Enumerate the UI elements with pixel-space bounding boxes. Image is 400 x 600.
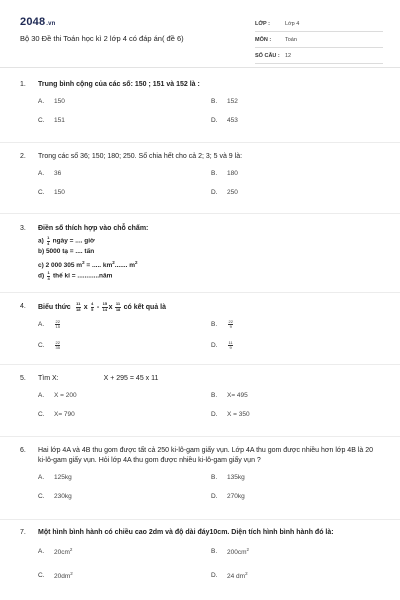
fraction-numerator: 22 xyxy=(228,318,233,324)
meta-row-class xyxy=(255,16,383,32)
fraction-denominator: 35 xyxy=(55,345,60,351)
option-c[interactable] xyxy=(38,341,211,351)
option-letter: D. xyxy=(211,411,218,418)
option-letter: B. xyxy=(211,320,218,328)
answer-options xyxy=(38,169,382,198)
option-a[interactable] xyxy=(38,97,211,107)
option-letter: D. xyxy=(211,189,218,196)
fraction xyxy=(47,271,50,281)
question-1 xyxy=(20,80,382,126)
operator: - xyxy=(96,303,100,311)
fill-in-list xyxy=(38,236,382,283)
fraction-numerator: 11 xyxy=(76,301,81,306)
answer-options xyxy=(38,391,382,420)
document-title: Bộ 30 Đề thi Toán học kì 2 lớp 4 có đáp án( đề 6) xyxy=(20,34,184,43)
fraction xyxy=(47,236,50,246)
operator: x xyxy=(108,303,113,311)
option-b[interactable] xyxy=(211,169,384,179)
fraction-numerator: 4 xyxy=(91,301,94,306)
option-b[interactable] xyxy=(211,391,384,401)
option-c[interactable] xyxy=(38,188,211,198)
question-number: 4. xyxy=(20,303,26,310)
meta-value: Lớp 4 xyxy=(285,20,300,27)
meta-value: Toán xyxy=(285,36,297,43)
option-d[interactable] xyxy=(211,116,384,126)
question-text-prefix: Tìm X: xyxy=(38,375,59,382)
option-value xyxy=(227,569,248,582)
option-d[interactable] xyxy=(211,569,384,582)
fraction-denominator: 18 xyxy=(115,306,121,312)
option-c[interactable] xyxy=(38,492,211,502)
option-value: 270kg xyxy=(227,493,245,500)
fraction-denominator: 4 xyxy=(47,275,50,281)
option-value: 151 xyxy=(54,117,65,124)
fraction-numerator: 1 xyxy=(47,270,50,276)
option-letter: B. xyxy=(211,547,218,555)
question-text-prefix: Biểu thức xyxy=(38,303,71,311)
option-letter: D. xyxy=(211,117,218,124)
option-d[interactable] xyxy=(211,410,384,420)
option-c[interactable] xyxy=(38,116,211,126)
question-divider xyxy=(0,519,400,520)
option-b[interactable] xyxy=(211,97,384,107)
fraction-denominator: 9 xyxy=(229,324,232,330)
option-letter: A. xyxy=(38,474,45,481)
line-text: = ..... km xyxy=(86,261,113,269)
option-value xyxy=(54,545,72,558)
option-letter: D. xyxy=(211,493,218,500)
meta-label: MÔN : xyxy=(255,36,272,43)
option-d[interactable] xyxy=(211,188,384,198)
fraction-numerator: 11 xyxy=(115,301,121,306)
option-value: 230kg xyxy=(54,493,72,500)
fraction xyxy=(228,341,233,351)
fill-line-b: b) 5000 tạ = .... tấn xyxy=(38,248,95,256)
option-letter: B. xyxy=(211,98,218,105)
fraction-denominator: 18 xyxy=(75,306,81,312)
option-b[interactable] xyxy=(211,320,384,330)
option-value: 135kg xyxy=(227,474,245,481)
meta-label: SỐ CÂU : xyxy=(255,52,280,59)
fraction xyxy=(55,341,60,351)
option-letter: C. xyxy=(38,411,45,418)
fraction xyxy=(228,320,233,330)
option-value: 180 xyxy=(227,170,238,177)
option-c[interactable] xyxy=(38,569,211,582)
superscript: 2 xyxy=(69,547,73,552)
question-text: Trong các số 36; 150; 180; 250. Số chia hết cho cả 2; 3; 5 và 9 là: xyxy=(38,153,243,160)
fraction xyxy=(91,302,94,312)
question-divider xyxy=(0,213,400,214)
question-text-suffix: có kết quả là xyxy=(123,303,167,311)
meta-row-count xyxy=(255,48,383,64)
option-d[interactable] xyxy=(211,492,384,502)
line-text: c) 2 000 305 m xyxy=(38,261,83,269)
answer-options xyxy=(38,545,382,582)
question-2 xyxy=(20,152,382,198)
question-text xyxy=(38,374,382,384)
logo-suffix: .vn xyxy=(46,21,56,27)
question-text: Một hình bình hành có chiều cao 2dm và độ dài đáy10cm. Diện tích hình bình hành đó là: xyxy=(38,529,334,536)
fill-line-a xyxy=(38,236,382,247)
question-divider xyxy=(0,142,400,143)
question-number: 7. xyxy=(20,529,26,536)
meta-row-subject xyxy=(255,32,383,48)
option-value: 150 xyxy=(54,189,65,196)
fill-line-d xyxy=(38,271,382,282)
fraction-numerator: 11 xyxy=(228,339,233,345)
option-value xyxy=(227,545,249,558)
option-letter: C. xyxy=(38,117,45,124)
question-6 xyxy=(20,446,382,502)
operator: x xyxy=(83,303,88,311)
option-a[interactable] xyxy=(38,169,211,179)
question-text xyxy=(38,302,382,313)
question-7 xyxy=(20,528,382,582)
option-letter: B. xyxy=(211,170,218,177)
option-letter: C. xyxy=(38,189,45,196)
option-value: 125kg xyxy=(54,474,72,481)
option-value-text: 200cm xyxy=(227,549,247,557)
line-prefix: a) xyxy=(38,237,44,245)
superscript: 2 xyxy=(245,571,248,577)
meta-value: 12 xyxy=(285,52,292,59)
question-4 xyxy=(20,302,382,351)
question-number: 5. xyxy=(20,375,26,382)
option-b[interactable] xyxy=(211,473,384,483)
fraction xyxy=(76,302,81,312)
option-letter: C. xyxy=(38,493,45,500)
line-prefix: d) xyxy=(38,273,45,281)
option-value: X= 790 xyxy=(54,411,75,418)
option-a[interactable] xyxy=(38,391,211,401)
line-text: ....... m xyxy=(114,261,136,269)
option-d[interactable] xyxy=(211,341,384,351)
fraction-numerator: 22 xyxy=(55,339,60,345)
option-letter: A. xyxy=(38,320,45,328)
option-letter: A. xyxy=(38,98,45,105)
answer-options xyxy=(38,320,382,351)
option-a[interactable] xyxy=(38,473,211,483)
option-a[interactable] xyxy=(38,320,211,330)
option-value: 36 xyxy=(54,170,62,177)
option-value-text: 20dm xyxy=(54,573,71,581)
question-text: Trung bình cộng của các số: 150 ; 151 và 152 là : xyxy=(38,81,200,88)
fraction xyxy=(102,302,107,312)
logo-text: 2048 xyxy=(20,16,46,28)
fraction-numerator: 1 xyxy=(47,235,50,240)
superscript: 2 xyxy=(82,259,85,265)
fraction-denominator: 9 xyxy=(229,345,232,351)
meta-panel xyxy=(255,16,383,64)
option-letter: B. xyxy=(211,474,218,481)
fraction-denominator: 15 xyxy=(55,324,60,330)
option-value: 150 xyxy=(54,98,65,105)
answer-options xyxy=(38,97,382,126)
option-letter: A. xyxy=(38,392,45,399)
question-number: 1. xyxy=(20,81,26,88)
option-value-text: 20cm xyxy=(54,549,70,557)
answer-options xyxy=(38,473,382,502)
option-b[interactable] xyxy=(211,545,384,558)
option-value-text: 24 dm xyxy=(227,573,246,581)
option-value: 453 xyxy=(227,117,238,124)
option-value: 152 xyxy=(227,98,238,105)
option-value xyxy=(54,569,73,582)
fraction-denominator: 5 xyxy=(91,306,94,312)
question-divider xyxy=(0,364,400,365)
fraction-numerator: 15 xyxy=(102,301,108,306)
option-letter: D. xyxy=(211,341,218,349)
option-letter: B. xyxy=(211,392,218,399)
option-letter: A. xyxy=(38,547,45,555)
option-letter: C. xyxy=(38,571,45,579)
line-text: ngày = .... giờ xyxy=(52,237,95,245)
fraction xyxy=(115,302,120,312)
question-5 xyxy=(20,374,382,420)
question-divider xyxy=(0,436,400,437)
question-number: 6. xyxy=(20,447,26,454)
question-text: Hai lớp 4A và 4B thu gom được tất cả 250 ki-lô-gam giấy vụn. Lớp 4A thu gom được nhiều hơn lớp 4B là 20 ki-lô-gam giấy vụn. Hỏi lớp 4A thu gom được nhiều ki-lô-gam giấy vụn ? xyxy=(38,447,373,464)
superscript: 2 xyxy=(112,259,115,265)
site-logo[interactable] xyxy=(20,16,56,28)
fraction-denominator: 14 xyxy=(102,306,108,312)
question-number: 3. xyxy=(20,225,26,232)
fraction-denominator: 4 xyxy=(47,240,50,246)
question-divider xyxy=(0,292,400,293)
option-letter: D. xyxy=(211,571,218,579)
option-letter: A. xyxy=(38,170,45,177)
fraction-numerator: 22 xyxy=(55,318,60,324)
option-value: X = 350 xyxy=(227,411,250,418)
meta-label: LỚP : xyxy=(255,20,270,27)
option-value: 250 xyxy=(227,189,238,196)
header-divider xyxy=(0,67,400,68)
question-text: Điền số thích hợp vào chỗ chấm: xyxy=(38,225,149,232)
option-value: X= 495 xyxy=(227,392,248,399)
worksheet-header xyxy=(20,14,382,66)
option-value: X = 200 xyxy=(54,392,77,399)
question-3 xyxy=(20,224,382,283)
option-c[interactable] xyxy=(38,410,211,420)
superscript: 2 xyxy=(70,571,73,577)
fill-line-c xyxy=(38,258,382,272)
superscript: 2 xyxy=(135,259,138,265)
equation: X + 295 = 45 x 11 xyxy=(103,375,159,382)
fraction xyxy=(55,320,60,330)
line-text: thế kỉ = ............năm xyxy=(53,273,113,281)
option-a[interactable] xyxy=(38,545,211,558)
option-letter: C. xyxy=(38,341,45,349)
superscript: 2 xyxy=(246,547,250,552)
question-number: 2. xyxy=(20,153,26,160)
